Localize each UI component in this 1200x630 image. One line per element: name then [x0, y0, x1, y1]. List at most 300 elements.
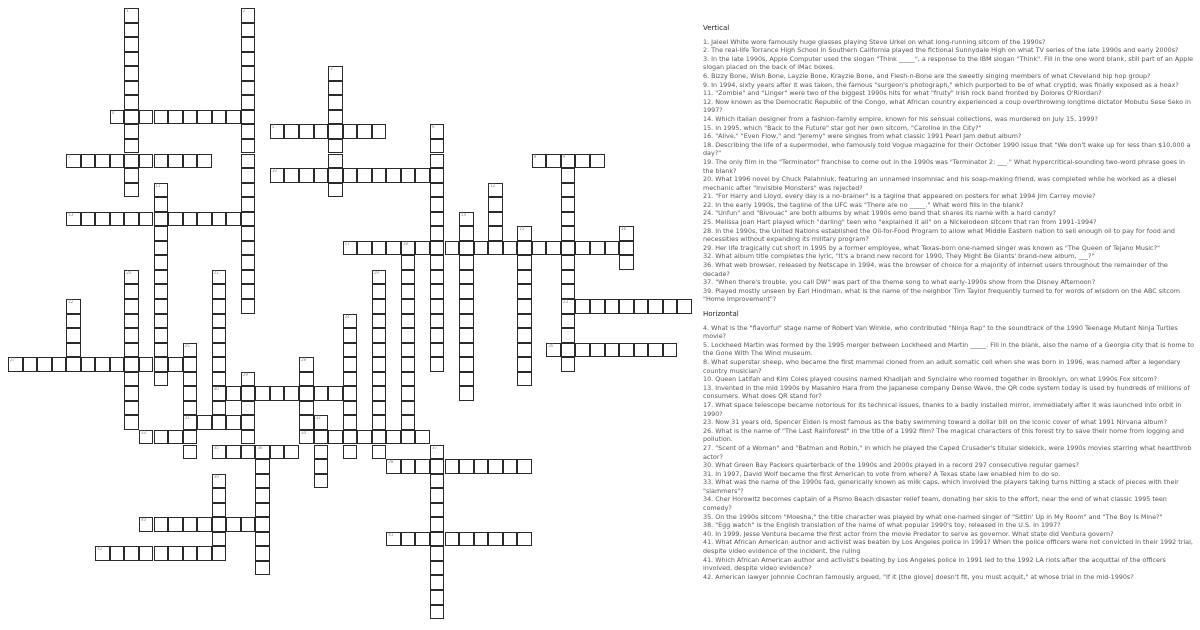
- grid-cell[interactable]: [299, 430, 314, 445]
- grid-cell[interactable]: [328, 110, 343, 125]
- grid-cell[interactable]: [212, 372, 227, 387]
- grid-cell[interactable]: [430, 168, 445, 183]
- grid-cell[interactable]: [328, 154, 343, 169]
- grid-cell[interactable]: [401, 372, 416, 387]
- grid-cell[interactable]: [430, 284, 445, 299]
- grid-cell[interactable]: [241, 183, 256, 198]
- grid-cell[interactable]: [561, 299, 576, 314]
- grid-cell[interactable]: [255, 488, 270, 503]
- grid-cell[interactable]: [677, 299, 692, 314]
- grid-cell[interactable]: [154, 343, 169, 358]
- grid-cell[interactable]: [401, 314, 416, 329]
- grid-cell[interactable]: [241, 52, 256, 67]
- grid-cell[interactable]: [401, 343, 416, 358]
- grid-cell[interactable]: [343, 168, 358, 183]
- grid-cell[interactable]: [430, 197, 445, 212]
- grid-cell[interactable]: [372, 284, 387, 299]
- grid-cell[interactable]: [183, 546, 198, 561]
- grid-cell[interactable]: [241, 23, 256, 38]
- grid-cell[interactable]: [430, 139, 445, 154]
- grid-cell[interactable]: [197, 517, 212, 532]
- grid-cell[interactable]: [183, 154, 198, 169]
- grid-cell[interactable]: [95, 212, 110, 227]
- grid-cell[interactable]: [124, 154, 139, 169]
- grid-cell[interactable]: [619, 343, 634, 358]
- grid-cell[interactable]: [401, 357, 416, 372]
- grid-cell[interactable]: [343, 386, 358, 401]
- grid-cell[interactable]: [110, 357, 125, 372]
- grid-cell[interactable]: [517, 343, 532, 358]
- grid-cell[interactable]: [372, 314, 387, 329]
- grid-cell[interactable]: [532, 241, 547, 256]
- grid-cell[interactable]: [401, 386, 416, 401]
- grid-cell[interactable]: [124, 212, 139, 227]
- grid-cell[interactable]: [139, 546, 154, 561]
- grid-cell[interactable]: [445, 532, 460, 547]
- grid-cell[interactable]: [372, 357, 387, 372]
- grid-cell[interactable]: [575, 154, 590, 169]
- grid-cell[interactable]: [226, 212, 241, 227]
- grid-cell[interactable]: [386, 168, 401, 183]
- grid-cell[interactable]: [357, 168, 372, 183]
- grid-cell[interactable]: [372, 299, 387, 314]
- grid-cell[interactable]: [270, 124, 285, 139]
- grid-cell[interactable]: [343, 445, 358, 460]
- grid-cell[interactable]: [139, 357, 154, 372]
- grid-cell[interactable]: [575, 241, 590, 256]
- grid-cell[interactable]: [124, 124, 139, 139]
- grid-cell[interactable]: [430, 154, 445, 169]
- grid-cell[interactable]: [168, 430, 183, 445]
- grid-cell[interactable]: [81, 212, 96, 227]
- grid-cell[interactable]: [168, 546, 183, 561]
- grid-cell[interactable]: [270, 168, 285, 183]
- grid-cell[interactable]: [212, 314, 227, 329]
- grid-cell[interactable]: [343, 372, 358, 387]
- grid-cell[interactable]: [590, 154, 605, 169]
- grid-cell[interactable]: [212, 343, 227, 358]
- grid-cell[interactable]: [241, 517, 256, 532]
- grid-cell[interactable]: [401, 270, 416, 285]
- grid-cell[interactable]: [124, 110, 139, 125]
- grid-cell[interactable]: [517, 372, 532, 387]
- grid-cell[interactable]: [241, 401, 256, 416]
- grid-cell[interactable]: [124, 299, 139, 314]
- grid-cell[interactable]: [517, 299, 532, 314]
- grid-cell[interactable]: [517, 328, 532, 343]
- grid-cell[interactable]: [52, 357, 67, 372]
- grid-cell[interactable]: [212, 517, 227, 532]
- grid-cell[interactable]: [474, 532, 489, 547]
- grid-cell[interactable]: [575, 299, 590, 314]
- grid-cell[interactable]: [299, 168, 314, 183]
- grid-cell[interactable]: [503, 532, 518, 547]
- grid-cell[interactable]: [561, 357, 576, 372]
- grid-cell[interactable]: [154, 183, 169, 198]
- grid-cell[interactable]: [328, 430, 343, 445]
- grid-cell[interactable]: [183, 430, 198, 445]
- grid-cell[interactable]: [561, 343, 576, 358]
- grid-cell[interactable]: [241, 124, 256, 139]
- grid-cell[interactable]: [124, 52, 139, 67]
- grid-cell[interactable]: [255, 474, 270, 489]
- grid-cell[interactable]: [255, 445, 270, 460]
- grid-cell[interactable]: [648, 299, 663, 314]
- grid-cell[interactable]: [386, 459, 401, 474]
- grid-cell[interactable]: [183, 415, 198, 430]
- grid-cell[interactable]: [212, 445, 227, 460]
- grid-cell[interactable]: [124, 81, 139, 96]
- grid-cell[interactable]: [66, 314, 81, 329]
- grid-cell[interactable]: [328, 95, 343, 110]
- grid-cell[interactable]: [154, 372, 169, 387]
- grid-cell[interactable]: [503, 241, 518, 256]
- grid-cell[interactable]: [255, 561, 270, 576]
- grid-cell[interactable]: [430, 212, 445, 227]
- grid-cell[interactable]: [343, 314, 358, 329]
- grid-cell[interactable]: [124, 270, 139, 285]
- grid-cell[interactable]: [430, 226, 445, 241]
- grid-cell[interactable]: [241, 154, 256, 169]
- grid-cell[interactable]: [401, 299, 416, 314]
- grid-cell[interactable]: [314, 168, 329, 183]
- grid-cell[interactable]: [284, 445, 299, 460]
- grid-cell[interactable]: [605, 241, 620, 256]
- grid-cell[interactable]: [168, 110, 183, 125]
- grid-cell[interactable]: [561, 284, 576, 299]
- grid-cell[interactable]: [561, 314, 576, 329]
- grid-cell[interactable]: [154, 430, 169, 445]
- grid-cell[interactable]: [590, 241, 605, 256]
- grid-cell[interactable]: [546, 154, 561, 169]
- grid-cell[interactable]: [124, 37, 139, 52]
- grid-cell[interactable]: [241, 255, 256, 270]
- grid-cell[interactable]: [430, 605, 445, 620]
- grid-cell[interactable]: [561, 328, 576, 343]
- grid-cell[interactable]: [124, 168, 139, 183]
- grid-cell[interactable]: [241, 139, 256, 154]
- grid-cell[interactable]: [168, 154, 183, 169]
- grid-cell[interactable]: [459, 372, 474, 387]
- grid-cell[interactable]: [430, 357, 445, 372]
- grid-cell[interactable]: [197, 212, 212, 227]
- grid-cell[interactable]: [415, 168, 430, 183]
- grid-cell[interactable]: [517, 270, 532, 285]
- grid-cell[interactable]: [154, 241, 169, 256]
- grid-cell[interactable]: [357, 430, 372, 445]
- grid-cell[interactable]: [459, 328, 474, 343]
- grid-cell[interactable]: [372, 445, 387, 460]
- grid-cell[interactable]: [401, 532, 416, 547]
- grid-cell[interactable]: [183, 357, 198, 372]
- grid-cell[interactable]: [430, 546, 445, 561]
- grid-cell[interactable]: [241, 299, 256, 314]
- grid-cell[interactable]: [212, 357, 227, 372]
- grid-cell[interactable]: [328, 66, 343, 81]
- grid-cell[interactable]: [226, 110, 241, 125]
- grid-cell[interactable]: [124, 357, 139, 372]
- grid-cell[interactable]: [488, 459, 503, 474]
- grid-cell[interactable]: [372, 430, 387, 445]
- grid-cell[interactable]: [517, 459, 532, 474]
- grid-cell[interactable]: [154, 546, 169, 561]
- grid-cell[interactable]: [241, 415, 256, 430]
- grid-cell[interactable]: [546, 241, 561, 256]
- grid-cell[interactable]: [197, 154, 212, 169]
- grid-cell[interactable]: [459, 212, 474, 227]
- grid-cell[interactable]: [8, 357, 23, 372]
- grid-cell[interactable]: [372, 372, 387, 387]
- grid-cell[interactable]: [241, 168, 256, 183]
- grid-cell[interactable]: [619, 299, 634, 314]
- grid-cell[interactable]: [605, 299, 620, 314]
- grid-cell[interactable]: [415, 241, 430, 256]
- grid-cell[interactable]: [401, 168, 416, 183]
- grid-cell[interactable]: [124, 23, 139, 38]
- grid-cell[interactable]: [401, 255, 416, 270]
- grid-cell[interactable]: [124, 95, 139, 110]
- grid-cell[interactable]: [110, 154, 125, 169]
- grid-cell[interactable]: [430, 314, 445, 329]
- grid-cell[interactable]: [124, 8, 139, 23]
- grid-cell[interactable]: [372, 270, 387, 285]
- grid-cell[interactable]: [241, 110, 256, 125]
- grid-cell[interactable]: [430, 561, 445, 576]
- grid-cell[interactable]: [154, 284, 169, 299]
- grid-cell[interactable]: [197, 415, 212, 430]
- grid-cell[interactable]: [212, 503, 227, 518]
- grid-cell[interactable]: [459, 314, 474, 329]
- grid-cell[interactable]: [372, 328, 387, 343]
- grid-cell[interactable]: [241, 445, 256, 460]
- grid-cell[interactable]: [634, 343, 649, 358]
- grid-cell[interactable]: [459, 299, 474, 314]
- grid-cell[interactable]: [343, 343, 358, 358]
- grid-cell[interactable]: [488, 212, 503, 227]
- grid-cell[interactable]: [488, 241, 503, 256]
- grid-cell[interactable]: [314, 459, 329, 474]
- grid-cell[interactable]: [139, 212, 154, 227]
- grid-cell[interactable]: [590, 343, 605, 358]
- grid-cell[interactable]: [314, 386, 329, 401]
- grid-cell[interactable]: [430, 124, 445, 139]
- grid-cell[interactable]: [299, 415, 314, 430]
- grid-cell[interactable]: [517, 357, 532, 372]
- grid-cell[interactable]: [183, 517, 198, 532]
- grid-cell[interactable]: [386, 241, 401, 256]
- grid-cell[interactable]: [561, 241, 576, 256]
- grid-cell[interactable]: [561, 226, 576, 241]
- grid-cell[interactable]: [488, 183, 503, 198]
- grid-cell[interactable]: [372, 124, 387, 139]
- grid-cell[interactable]: [124, 343, 139, 358]
- grid-cell[interactable]: [212, 328, 227, 343]
- grid-cell[interactable]: [561, 183, 576, 198]
- grid-cell[interactable]: [66, 343, 81, 358]
- grid-cell[interactable]: [124, 401, 139, 416]
- grid-cell[interactable]: [343, 401, 358, 416]
- grid-cell[interactable]: [66, 357, 81, 372]
- grid-cell[interactable]: [314, 474, 329, 489]
- grid-cell[interactable]: [430, 517, 445, 532]
- grid-cell[interactable]: [139, 430, 154, 445]
- grid-cell[interactable]: [372, 241, 387, 256]
- grid-cell[interactable]: [124, 415, 139, 430]
- grid-cell[interactable]: [561, 212, 576, 227]
- grid-cell[interactable]: [401, 430, 416, 445]
- grid-cell[interactable]: [328, 124, 343, 139]
- grid-cell[interactable]: [430, 328, 445, 343]
- grid-cell[interactable]: [212, 386, 227, 401]
- grid-cell[interactable]: [430, 343, 445, 358]
- grid-cell[interactable]: [255, 517, 270, 532]
- grid-cell[interactable]: [343, 241, 358, 256]
- grid-cell[interactable]: [445, 459, 460, 474]
- grid-cell[interactable]: [401, 401, 416, 416]
- grid-cell[interactable]: [517, 226, 532, 241]
- grid-cell[interactable]: [619, 255, 634, 270]
- grid-cell[interactable]: [241, 95, 256, 110]
- grid-cell[interactable]: [154, 314, 169, 329]
- grid-cell[interactable]: [517, 284, 532, 299]
- grid-cell[interactable]: [139, 517, 154, 532]
- grid-cell[interactable]: [241, 226, 256, 241]
- grid-cell[interactable]: [284, 386, 299, 401]
- grid-cell[interactable]: [241, 241, 256, 256]
- grid-cell[interactable]: [37, 357, 52, 372]
- grid-cell[interactable]: [154, 299, 169, 314]
- grid-cell[interactable]: [401, 459, 416, 474]
- grid-cell[interactable]: [183, 445, 198, 460]
- grid-cell[interactable]: [226, 517, 241, 532]
- grid-cell[interactable]: [459, 241, 474, 256]
- grid-cell[interactable]: [415, 459, 430, 474]
- grid-cell[interactable]: [124, 139, 139, 154]
- grid-cell[interactable]: [517, 241, 532, 256]
- grid-cell[interactable]: [328, 139, 343, 154]
- grid-cell[interactable]: [241, 81, 256, 96]
- grid-cell[interactable]: [212, 284, 227, 299]
- grid-cell[interactable]: [255, 546, 270, 561]
- grid-cell[interactable]: [212, 474, 227, 489]
- grid-cell[interactable]: [430, 474, 445, 489]
- grid-cell[interactable]: [328, 81, 343, 96]
- grid-cell[interactable]: [561, 255, 576, 270]
- grid-cell[interactable]: [648, 343, 663, 358]
- grid-cell[interactable]: [110, 212, 125, 227]
- grid-cell[interactable]: [255, 386, 270, 401]
- grid-cell[interactable]: [124, 372, 139, 387]
- grid-cell[interactable]: [430, 532, 445, 547]
- grid-cell[interactable]: [314, 124, 329, 139]
- grid-cell[interactable]: [619, 241, 634, 256]
- grid-cell[interactable]: [154, 517, 169, 532]
- grid-cell[interactable]: [212, 110, 227, 125]
- grid-cell[interactable]: [605, 343, 620, 358]
- grid-cell[interactable]: [517, 314, 532, 329]
- grid-cell[interactable]: [183, 372, 198, 387]
- grid-cell[interactable]: [663, 299, 678, 314]
- grid-cell[interactable]: [124, 66, 139, 81]
- grid-cell[interactable]: [226, 415, 241, 430]
- grid-cell[interactable]: [255, 459, 270, 474]
- grid-cell[interactable]: [415, 430, 430, 445]
- grid-cell[interactable]: [663, 343, 678, 358]
- grid-cell[interactable]: [561, 154, 576, 169]
- grid-cell[interactable]: [299, 124, 314, 139]
- grid-cell[interactable]: [124, 183, 139, 198]
- grid-cell[interactable]: [183, 343, 198, 358]
- grid-cell[interactable]: [110, 546, 125, 561]
- grid-cell[interactable]: [154, 255, 169, 270]
- grid-cell[interactable]: [459, 343, 474, 358]
- grid-cell[interactable]: [154, 270, 169, 285]
- grid-cell[interactable]: [459, 284, 474, 299]
- grid-cell[interactable]: [459, 532, 474, 547]
- grid-cell[interactable]: [517, 532, 532, 547]
- grid-cell[interactable]: [154, 154, 169, 169]
- grid-cell[interactable]: [372, 401, 387, 416]
- grid-cell[interactable]: [459, 459, 474, 474]
- grid-cell[interactable]: [139, 110, 154, 125]
- grid-cell[interactable]: [430, 270, 445, 285]
- grid-cell[interactable]: [561, 197, 576, 212]
- grid-cell[interactable]: [212, 299, 227, 314]
- grid-cell[interactable]: [212, 212, 227, 227]
- grid-cell[interactable]: [95, 357, 110, 372]
- grid-cell[interactable]: [66, 154, 81, 169]
- grid-cell[interactable]: [299, 386, 314, 401]
- grid-cell[interactable]: [168, 357, 183, 372]
- grid-cell[interactable]: [299, 372, 314, 387]
- grid-cell[interactable]: [459, 255, 474, 270]
- grid-cell[interactable]: [517, 255, 532, 270]
- grid-cell[interactable]: [168, 212, 183, 227]
- grid-cell[interactable]: [183, 401, 198, 416]
- grid-cell[interactable]: [212, 415, 227, 430]
- grid-cell[interactable]: [401, 415, 416, 430]
- grid-cell[interactable]: [532, 154, 547, 169]
- grid-cell[interactable]: [124, 546, 139, 561]
- grid-cell[interactable]: [430, 503, 445, 518]
- grid-cell[interactable]: [445, 241, 460, 256]
- grid-cell[interactable]: [430, 488, 445, 503]
- grid-cell[interactable]: [270, 445, 285, 460]
- grid-cell[interactable]: [95, 154, 110, 169]
- grid-cell[interactable]: [241, 66, 256, 81]
- grid-cell[interactable]: [328, 386, 343, 401]
- grid-cell[interactable]: [430, 459, 445, 474]
- grid-cell[interactable]: [95, 546, 110, 561]
- grid-cell[interactable]: [154, 357, 169, 372]
- grid-cell[interactable]: [241, 372, 256, 387]
- grid-cell[interactable]: [459, 386, 474, 401]
- grid-cell[interactable]: [241, 197, 256, 212]
- grid-cell[interactable]: [343, 124, 358, 139]
- grid-cell[interactable]: [546, 343, 561, 358]
- grid-cell[interactable]: [372, 343, 387, 358]
- grid-cell[interactable]: [343, 430, 358, 445]
- grid-cell[interactable]: [154, 110, 169, 125]
- grid-cell[interactable]: [401, 284, 416, 299]
- grid-cell[interactable]: [561, 168, 576, 183]
- grid-cell[interactable]: [212, 546, 227, 561]
- grid-cell[interactable]: [241, 430, 256, 445]
- grid-cell[interactable]: [430, 575, 445, 590]
- grid-cell[interactable]: [430, 241, 445, 256]
- grid-cell[interactable]: [328, 168, 343, 183]
- grid-cell[interactable]: [343, 357, 358, 372]
